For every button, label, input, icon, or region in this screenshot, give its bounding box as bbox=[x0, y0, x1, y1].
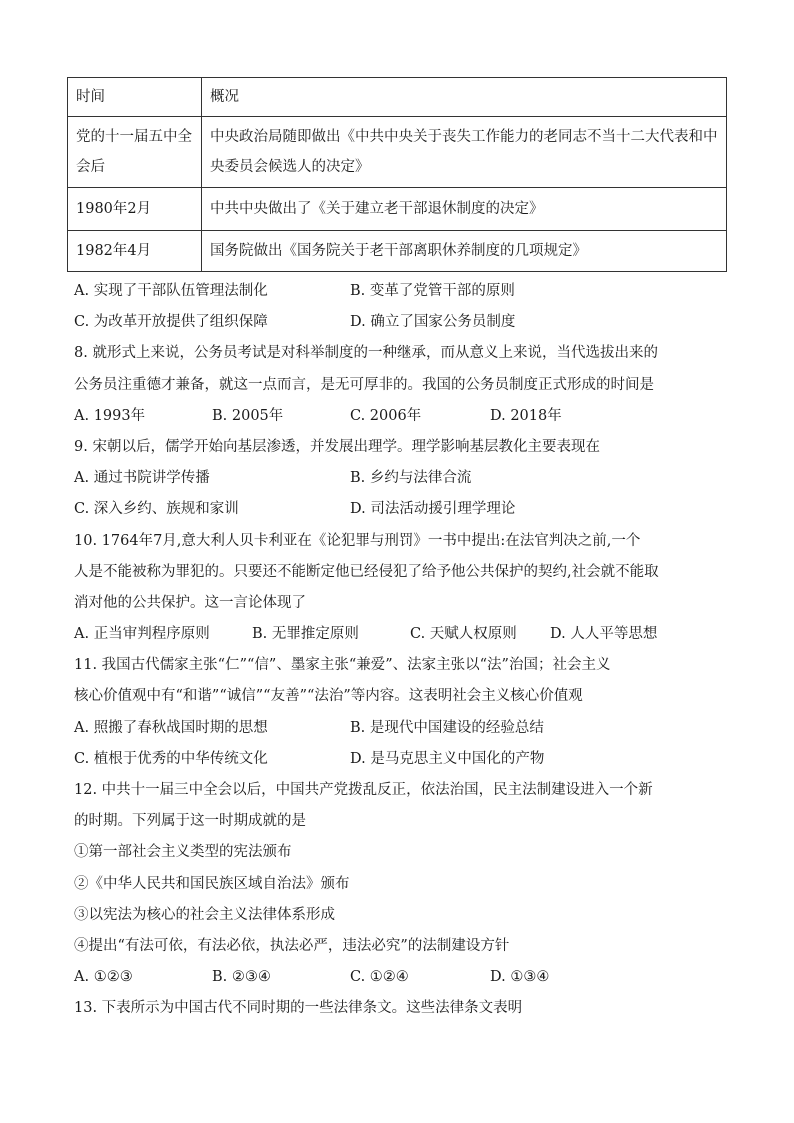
q7-option-d[interactable]: D. 确立了国家公务员制度 bbox=[350, 314, 516, 331]
q9-stem-line: 9. 宋朝以后，儒学开始向基层渗透，并发展出理学。理学影响基层教化主要表现在 bbox=[74, 438, 600, 455]
table-header-summary: 概况 bbox=[202, 78, 727, 117]
q12-stem-line: 的时期。下列属于这一时期成就的是 bbox=[74, 813, 306, 830]
q8-options-row bbox=[74, 401, 730, 432]
q12-option-a[interactable]: A. ①②③ bbox=[74, 969, 133, 986]
table-row bbox=[68, 188, 727, 231]
q11-stem-line: 核心价值观中有“和谐”“诚信”“友善”“法治”等内容。这表明社会主义核心价值观 bbox=[74, 688, 583, 705]
q10-stem-line: 10. 1764年7月,意大利人贝卡利亚在《论犯罪与刑罚》一书中提出:在法官判决之前,一个 bbox=[74, 532, 641, 549]
q11-option-a[interactable]: A. 照搬了春秋战国时期的思想 bbox=[74, 719, 268, 736]
table-row bbox=[68, 231, 727, 272]
q12-option-b[interactable]: B. ②③④ bbox=[212, 969, 271, 986]
q7-option-a[interactable]: A. 实现了干部队伍管理法制化 bbox=[74, 283, 268, 299]
q12-stem-line: 12. 中共十一届三中全会以后，中国共产党拨乱反正，依法治国，民主法制建设进入一个新 bbox=[74, 782, 653, 798]
q8-option-b[interactable]: B. 2005年 bbox=[212, 407, 284, 424]
table-cell-summary: 国务院做出《国务院关于老干部离职休养制度的几项规定》 bbox=[202, 231, 727, 272]
q9-options-row-1 bbox=[74, 463, 730, 494]
q7-option-c[interactable]: C. 为改革开放提供了组织保障 bbox=[74, 314, 268, 331]
q7-options-row-2 bbox=[74, 307, 730, 338]
q10-option-c[interactable]: C. 天赋人权原则 bbox=[410, 626, 517, 643]
q12-item: ①第一部社会主义类型的宪法颁布 bbox=[74, 844, 292, 861]
q11-options-row-1 bbox=[74, 713, 730, 744]
q11-option-d[interactable]: D. 是马克思主义中国化的产物 bbox=[350, 750, 545, 767]
q9-option-a[interactable]: A. 通过书院讲学传播 bbox=[74, 470, 210, 487]
table-cell-time: 1980年2月 bbox=[68, 188, 202, 231]
table-cell-time: 1982年4月 bbox=[68, 231, 202, 272]
q10-stem-line: 人是不能被称为罪犯的。只要还不能断定他已经侵犯了给予他公共保护的契约,社会就不能取 bbox=[74, 563, 659, 580]
table-row bbox=[68, 117, 727, 188]
q7-options-row-1 bbox=[74, 276, 730, 307]
history-table bbox=[67, 77, 727, 272]
q8-option-a[interactable]: A. 1993年 bbox=[74, 407, 146, 424]
table-header-time: 时间 bbox=[68, 78, 202, 117]
table-header-row bbox=[68, 78, 727, 117]
q13-stem-line: 13. 下表所示为中国古代不同时期的一些法律条文。这些法律条文表明 bbox=[74, 1000, 523, 1017]
q12-option-c[interactable]: C. ①②④ bbox=[350, 969, 409, 986]
q8-option-c[interactable]: C. 2006年 bbox=[350, 407, 422, 424]
q9-option-b[interactable]: B. 乡约与法律合流 bbox=[350, 470, 472, 487]
q11-option-b[interactable]: B. 是现代中国建设的经验总结 bbox=[350, 719, 544, 736]
q12-item: ③以宪法为核心的社会主义法律体系形成 bbox=[74, 906, 335, 923]
q10-options-row bbox=[74, 619, 730, 650]
q10-stem-line: 消对他的公共保护。这一言论体现了 bbox=[74, 594, 306, 611]
table-cell-summary: 中共中央做出了《关于建立老干部退休制度的决定》 bbox=[202, 188, 727, 231]
table-cell-time: 党的十一届五中全会后 bbox=[68, 117, 202, 188]
q12-item: ④提出“有法可依，有法必依，执法必严，违法必究”的法制建设方针 bbox=[74, 937, 510, 954]
questions bbox=[74, 276, 730, 1025]
q9-option-d[interactable]: D. 司法活动援引理学理论 bbox=[350, 501, 516, 518]
q11-options-row-2 bbox=[74, 744, 730, 775]
q7-option-b[interactable]: B. 变革了党管干部的原则 bbox=[350, 283, 515, 299]
q8-option-d[interactable]: D. 2018年 bbox=[490, 407, 562, 424]
q12-options-row bbox=[74, 962, 730, 993]
q9-option-c[interactable]: C. 深入乡约、族规和家训 bbox=[74, 501, 239, 518]
q10-option-b[interactable]: B. 无罪推定原则 bbox=[252, 626, 359, 643]
q11-option-c[interactable]: C. 植根于优秀的中华传统文化 bbox=[74, 750, 268, 767]
q10-option-a[interactable]: A. 正当审判程序原则 bbox=[74, 626, 210, 643]
table-cell-summary: 中央政治局随即做出《中共中央关于丧失工作能力的老同志不当十二大代表和中央委员会候选人的决定》 bbox=[202, 117, 727, 188]
q12-option-d[interactable]: D. ①③④ bbox=[490, 969, 550, 986]
q12-item: ②《中华人民共和国民族区域自治法》颁布 bbox=[74, 875, 350, 892]
q8-stem-line: 公务员注重德才兼备，就这一点而言，是无可厚非的。我国的公务员制度正式形成的时间是 bbox=[74, 376, 654, 393]
q10-option-d[interactable]: D. 人人平等思想 bbox=[550, 626, 658, 643]
q11-stem-line: 11. 我国古代儒家主张“仁”“信”、墨家主张“兼爱”、法家主张以“法”治国；社会主义 bbox=[74, 657, 611, 674]
q9-options-row-2 bbox=[74, 494, 730, 525]
q8-stem-line: 8. 就形式上来说，公务员考试是对科举制度的一种继承，而从意义上来说，当代选拔出来的 bbox=[74, 345, 658, 362]
